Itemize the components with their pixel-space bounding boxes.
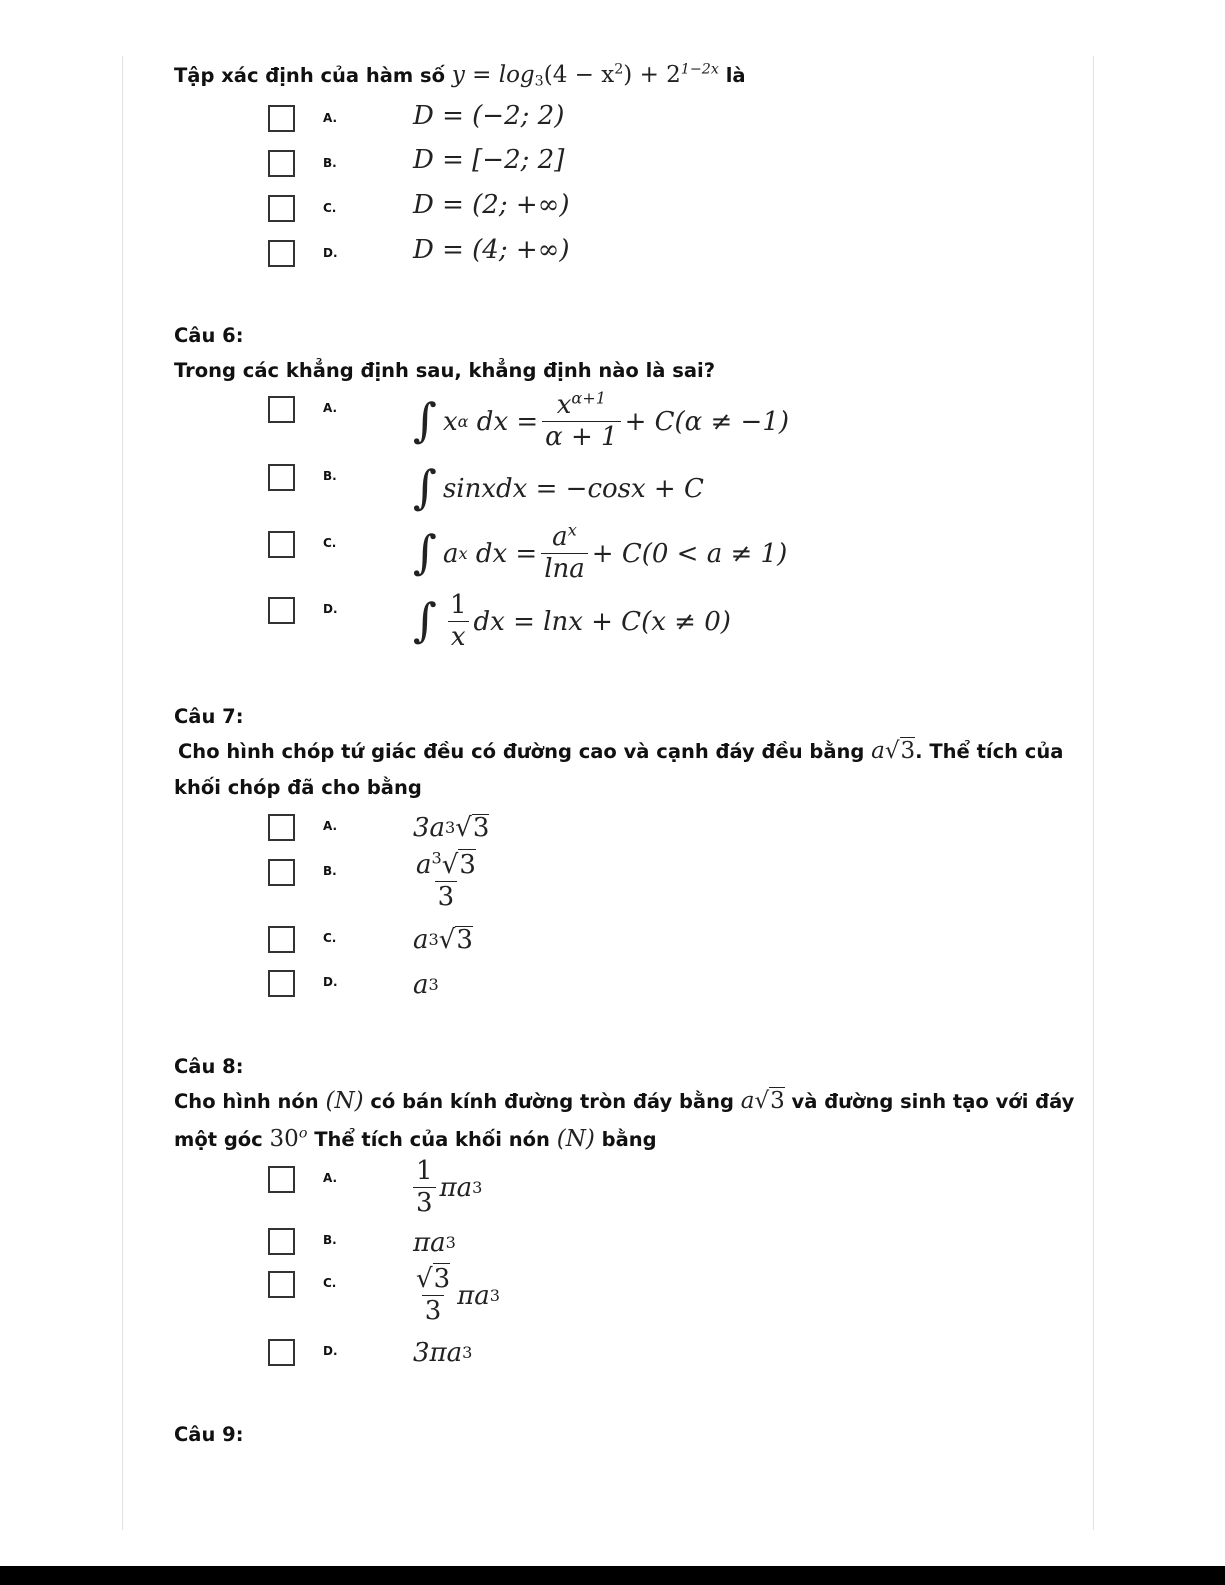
- q8-option-b-answer: πa 3: [413, 1228, 456, 1258]
- q5-option-c-checkbox[interactable]: [268, 195, 295, 222]
- q5-option-d-checkbox[interactable]: [268, 240, 295, 267]
- q8-n-symbol: (N): [325, 1088, 364, 1114]
- q7-option-a-answer: 3a 3 √ 3: [413, 812, 490, 843]
- q8-question-line2: một góc 30$^o$ Thể tích của khối nón (N) bằng: [174, 1125, 657, 1152]
- integral-sign: ∫: [413, 592, 437, 647]
- q5-option-d-label: D.: [323, 246, 338, 260]
- q7-option-d-label: D.: [323, 975, 338, 989]
- q8-n-symbol-2: (N): [556, 1126, 595, 1152]
- q8-option-b-label: B.: [323, 1233, 337, 1247]
- page-left-border: [122, 56, 123, 1530]
- q6c-fraction: $\frac{a^x}{\ln a}$: [541, 524, 588, 584]
- q6-option-a-label: A.: [323, 401, 338, 415]
- q8-expr: a√3: [740, 1088, 785, 1114]
- q6-option-c-answer: ∫ a x dx = $\frac{a^x}{\ln a}$ + C(0 < a ≠ 1): [413, 520, 788, 585]
- q6-question: Trong các khẳng định sau, khẳng định nào là sai?: [174, 359, 716, 382]
- q7-option-b-checkbox[interactable]: [268, 859, 295, 886]
- q5-option-c-label: C.: [323, 201, 337, 215]
- q8-option-d-checkbox[interactable]: [268, 1339, 295, 1366]
- q6-option-d-label: D.: [323, 602, 338, 616]
- q5-question-text: Tập xác định của hàm số: [174, 64, 446, 87]
- integral-sign: ∫: [413, 460, 437, 514]
- q8-heading: Câu 8:: [174, 1055, 244, 1078]
- q8-option-a-label: A.: [323, 1171, 338, 1185]
- q5-option-b-label: B.: [323, 156, 337, 170]
- q7-question-line2: khối chóp đã cho bằng: [174, 776, 422, 799]
- integral-sign: ∫: [413, 524, 437, 579]
- q5-option-a-answer: D = (−2; 2): [413, 101, 565, 131]
- q6-option-a-answer: ∫ x α dx = $\frac{x^{\alpha+1}}{\alpha + 1}$ + C(α ≠ −1): [413, 388, 790, 453]
- q6-option-c-label: C.: [323, 536, 337, 550]
- bottom-bar: [0, 1566, 1225, 1585]
- q6-option-c-checkbox[interactable]: [268, 531, 295, 558]
- integral-sign: ∫: [413, 392, 437, 447]
- page-right-border: [1093, 56, 1094, 1530]
- q8-option-d-label: D.: [323, 1344, 338, 1358]
- q8-option-b-checkbox[interactable]: [268, 1228, 295, 1255]
- q7-option-c-checkbox[interactable]: [268, 926, 295, 953]
- q7-option-d-checkbox[interactable]: [268, 970, 295, 997]
- q7-option-a-label: A.: [323, 819, 338, 833]
- q6-option-b-label: B.: [323, 469, 337, 483]
- q7-option-d-answer: a 3: [413, 970, 439, 1000]
- q8-option-c-label: C.: [323, 1276, 337, 1290]
- q8-option-d-answer: 3πa 3: [413, 1338, 473, 1368]
- q6-option-b-answer: ∫ sinxdx = −cosx + C: [413, 460, 704, 514]
- q8-option-c-checkbox[interactable]: [268, 1271, 295, 1298]
- q7b-fraction: $\frac{a^3√3}{3}$: [416, 848, 476, 913]
- q5-option-b-checkbox[interactable]: [268, 150, 295, 177]
- q8-question-line1: Cho hình nón (N) có bán kính đường tròn đáy bằng a√3 và đường sinh tạo với đáy: [174, 1088, 1075, 1114]
- q6-option-a-checkbox[interactable]: [268, 396, 295, 423]
- q7-question-line1: Cho hình chóp tứ giác đều có đường cao và cạnh đáy đều bằng a√3. Thể tích của: [178, 738, 1064, 764]
- q5-formula: $y = \log_3(4 - x^2) + 2^{1-2x}$: [451, 61, 719, 90]
- q7-option-a-checkbox[interactable]: [268, 814, 295, 841]
- q5-option-a-label: A.: [323, 111, 338, 125]
- q5-option-c-answer: D = (2; +∞): [413, 190, 570, 220]
- q7-option-c-label: C.: [323, 931, 337, 945]
- q6-option-d-checkbox[interactable]: [268, 597, 295, 624]
- q7-option-c-answer: a 3 √ 3: [413, 924, 473, 955]
- q7-option-b-label: B.: [323, 864, 337, 878]
- q8a-fraction: $\frac{1}{3}$: [413, 1158, 436, 1218]
- q8-option-a-answer: $\frac{1}{3}$ πa 3: [413, 1158, 482, 1218]
- q7-expr: a√3: [871, 738, 916, 764]
- q6-option-b-checkbox[interactable]: [268, 464, 295, 491]
- q6-option-d-answer: ∫ $\frac{1}{x}$ dx = lnx + C(x ≠ 0): [413, 590, 731, 653]
- q5-option-d-answer: D = (4; +∞): [413, 235, 570, 265]
- q8-angle: 30$^o$: [269, 1125, 308, 1152]
- q8c-fraction: $\frac{√3}{3}$: [416, 1264, 451, 1327]
- q6a-fraction: $\frac{x^{\alpha+1}}{\alpha + 1}$: [542, 392, 620, 452]
- q5-question: [174, 61, 746, 90]
- q7-heading: Câu 7:: [174, 705, 244, 728]
- q7-option-b-answer: [413, 848, 483, 913]
- q6-heading: Câu 6:: [174, 324, 244, 347]
- q8-option-c-answer: $\frac{√3}{3}$ πa 3: [413, 1266, 500, 1326]
- q9-heading: Câu 9:: [174, 1423, 244, 1446]
- q5-option-a-checkbox[interactable]: [268, 105, 295, 132]
- q5-option-b-answer: D = [−2; 2]: [413, 145, 565, 175]
- q6d-fraction: $\frac{1}{x}$: [447, 592, 470, 652]
- q5-suffix: là: [725, 64, 746, 87]
- q8-option-a-checkbox[interactable]: [268, 1166, 295, 1193]
